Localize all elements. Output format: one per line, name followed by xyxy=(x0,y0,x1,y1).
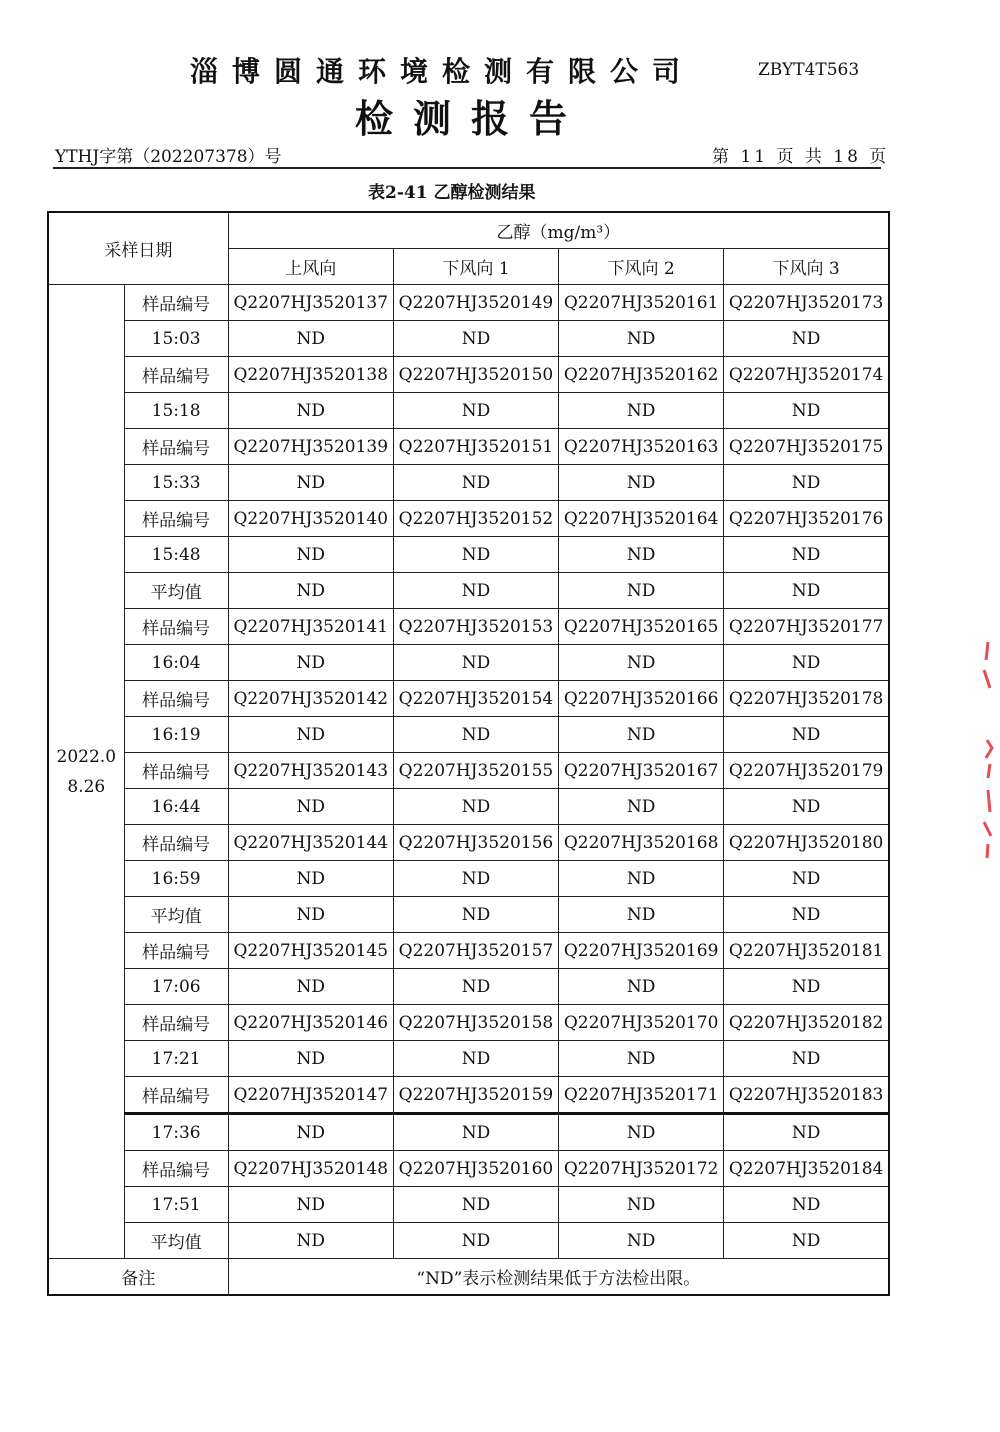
result-cell: Q2207HJ3520163 xyxy=(559,429,724,465)
result-cell: ND xyxy=(724,645,889,681)
row-label: 样品编号 xyxy=(124,681,228,717)
result-cell: ND xyxy=(559,573,724,609)
table-row xyxy=(48,861,889,897)
result-cell: ND xyxy=(724,789,889,825)
row-label: 样品编号 xyxy=(124,285,228,321)
row-label: 样品编号 xyxy=(124,1077,228,1114)
result-cell: ND xyxy=(559,789,724,825)
result-cell: ND xyxy=(228,1041,393,1077)
result-cell: ND xyxy=(228,789,393,825)
result-cell: Q2207HJ3520153 xyxy=(393,609,558,645)
sampling-date-cell xyxy=(48,285,124,1259)
table-row xyxy=(48,609,889,645)
result-cell: Q2207HJ3520167 xyxy=(559,753,724,789)
result-cell: Q2207HJ3520148 xyxy=(228,1151,393,1187)
result-cell: Q2207HJ3520144 xyxy=(228,825,393,861)
table-row xyxy=(48,933,889,969)
result-cell: Q2207HJ3520143 xyxy=(228,753,393,789)
company-name: 淄博圆通环境检测有限公司 xyxy=(190,55,695,88)
result-cell: ND xyxy=(393,465,558,501)
table-row xyxy=(48,753,889,789)
table-row xyxy=(48,573,889,609)
remark-label: 备注 xyxy=(48,1259,228,1296)
result-cell: ND xyxy=(724,861,889,897)
result-cell: Q2207HJ3520182 xyxy=(724,1005,889,1041)
column-header: 下风向 2 xyxy=(559,249,724,285)
row-label: 样品编号 xyxy=(124,1005,228,1041)
result-cell: ND xyxy=(228,717,393,753)
result-cell: ND xyxy=(228,321,393,357)
table-row xyxy=(48,645,889,681)
table-row xyxy=(48,1114,889,1151)
row-label: 17:51 xyxy=(124,1187,228,1223)
result-cell: Q2207HJ3520174 xyxy=(724,357,889,393)
result-cell: ND xyxy=(724,969,889,1005)
result-cell: ND xyxy=(559,465,724,501)
result-cell: ND xyxy=(228,645,393,681)
row-label: 样品编号 xyxy=(124,753,228,789)
result-cell: Q2207HJ3520151 xyxy=(393,429,558,465)
result-cell: Q2207HJ3520181 xyxy=(724,933,889,969)
result-cell: Q2207HJ3520178 xyxy=(724,681,889,717)
result-cell: Q2207HJ3520172 xyxy=(559,1151,724,1187)
result-cell: ND xyxy=(228,393,393,429)
result-cell: ND xyxy=(724,1187,889,1223)
table-row xyxy=(48,1223,889,1259)
result-cell: ND xyxy=(393,717,558,753)
result-cell: ND xyxy=(393,969,558,1005)
ethanol-results-table xyxy=(47,211,890,1296)
result-cell: Q2207HJ3520175 xyxy=(724,429,889,465)
result-cell: Q2207HJ3520164 xyxy=(559,501,724,537)
result-cell: ND xyxy=(724,321,889,357)
table-row xyxy=(48,501,889,537)
result-cell: ND xyxy=(724,717,889,753)
result-cell: Q2207HJ3520162 xyxy=(559,357,724,393)
result-cell: Q2207HJ3520154 xyxy=(393,681,558,717)
table-row xyxy=(48,825,889,861)
result-cell: Q2207HJ3520173 xyxy=(724,285,889,321)
document-code: ZBYT4T563 xyxy=(758,60,860,80)
result-cell: ND xyxy=(559,717,724,753)
result-cell: ND xyxy=(559,1041,724,1077)
result-cell: ND xyxy=(393,537,558,573)
result-cell: ND xyxy=(228,1187,393,1223)
result-cell: ND xyxy=(228,897,393,933)
sampling-date-line: 2022.0 xyxy=(56,746,117,767)
table-row xyxy=(48,1151,889,1187)
result-cell: ND xyxy=(559,969,724,1005)
table-row xyxy=(48,1005,889,1041)
remark-text: “ND”表示检测结果低于方法检出限。 xyxy=(228,1259,889,1296)
result-cell: ND xyxy=(393,1041,558,1077)
row-label: 样品编号 xyxy=(124,933,228,969)
table-row xyxy=(48,681,889,717)
row-label: 16:44 xyxy=(124,789,228,825)
row-label: 15:18 xyxy=(124,393,228,429)
table-row xyxy=(48,465,889,501)
result-cell: Q2207HJ3520159 xyxy=(393,1077,558,1114)
table-row xyxy=(48,717,889,753)
result-cell: ND xyxy=(228,861,393,897)
result-cell: Q2207HJ3520177 xyxy=(724,609,889,645)
row-label: 15:33 xyxy=(124,465,228,501)
table-row xyxy=(48,537,889,573)
result-cell: Q2207HJ3520165 xyxy=(559,609,724,645)
result-cell: ND xyxy=(724,897,889,933)
result-cell: Q2207HJ3520147 xyxy=(228,1077,393,1114)
result-cell: ND xyxy=(724,1114,889,1151)
result-cell: Q2207HJ3520179 xyxy=(724,753,889,789)
column-header: 上风向 xyxy=(228,249,393,285)
row-label: 样品编号 xyxy=(124,825,228,861)
result-cell: ND xyxy=(724,465,889,501)
row-label: 平均值 xyxy=(124,897,228,933)
row-label: 17:06 xyxy=(124,969,228,1005)
result-cell: ND xyxy=(559,897,724,933)
row-label: 17:21 xyxy=(124,1041,228,1077)
result-cell: ND xyxy=(724,1223,889,1259)
result-cell: ND xyxy=(559,393,724,429)
sampling-date-line: 8.26 xyxy=(67,776,106,797)
result-cell: ND xyxy=(559,1223,724,1259)
result-cell: Q2207HJ3520169 xyxy=(559,933,724,969)
result-cell: Q2207HJ3520146 xyxy=(228,1005,393,1041)
result-cell: Q2207HJ3520171 xyxy=(559,1077,724,1114)
result-cell: Q2207HJ3520161 xyxy=(559,285,724,321)
result-cell: Q2207HJ3520166 xyxy=(559,681,724,717)
result-cell: Q2207HJ3520149 xyxy=(393,285,558,321)
report-title: 检测报告 xyxy=(355,96,588,141)
result-cell: Q2207HJ3520160 xyxy=(393,1151,558,1187)
column-header: 下风向 3 xyxy=(724,249,889,285)
row-label: 15:03 xyxy=(124,321,228,357)
row-label: 样品编号 xyxy=(124,501,228,537)
sampling-date-header: 采样日期 xyxy=(48,212,228,285)
result-cell: ND xyxy=(393,1114,558,1151)
result-cell: ND xyxy=(228,969,393,1005)
result-cell: ND xyxy=(559,645,724,681)
result-cell: Q2207HJ3520137 xyxy=(228,285,393,321)
result-cell: ND xyxy=(724,573,889,609)
table-row xyxy=(48,789,889,825)
ethanol-unit-header: 乙醇（mg/m³） xyxy=(228,212,889,249)
row-label: 样品编号 xyxy=(124,609,228,645)
result-cell: Q2207HJ3520145 xyxy=(228,933,393,969)
result-cell: ND xyxy=(393,897,558,933)
result-cell: Q2207HJ3520152 xyxy=(393,501,558,537)
row-label: 样品编号 xyxy=(124,357,228,393)
report-number: YTHJ字第（202207378）号 xyxy=(55,147,282,167)
table-row xyxy=(48,321,889,357)
result-cell: Q2207HJ3520183 xyxy=(724,1077,889,1114)
result-cell: ND xyxy=(559,861,724,897)
result-cell: Q2207HJ3520141 xyxy=(228,609,393,645)
result-cell: ND xyxy=(228,1223,393,1259)
result-cell: Q2207HJ3520150 xyxy=(393,357,558,393)
row-label: 样品编号 xyxy=(124,429,228,465)
result-cell: ND xyxy=(393,1187,558,1223)
row-label: 16:04 xyxy=(124,645,228,681)
result-cell: Q2207HJ3520157 xyxy=(393,933,558,969)
result-cell: ND xyxy=(724,393,889,429)
red-seal-fragment xyxy=(978,640,996,860)
result-cell: ND xyxy=(393,573,558,609)
result-cell: Q2207HJ3520170 xyxy=(559,1005,724,1041)
page-number: 第 11 页 共 18 页 xyxy=(712,147,890,167)
table-row xyxy=(48,897,889,933)
table-row xyxy=(48,393,889,429)
table-row xyxy=(48,357,889,393)
header-divider xyxy=(53,167,881,169)
result-cell: Q2207HJ3520184 xyxy=(724,1151,889,1187)
result-cell: Q2207HJ3520168 xyxy=(559,825,724,861)
result-cell: Q2207HJ3520140 xyxy=(228,501,393,537)
result-cell: ND xyxy=(393,789,558,825)
row-label: 16:59 xyxy=(124,861,228,897)
table-row xyxy=(48,969,889,1005)
row-label: 15:48 xyxy=(124,537,228,573)
result-cell: ND xyxy=(724,1041,889,1077)
result-cell: Q2207HJ3520138 xyxy=(228,357,393,393)
result-cell: Q2207HJ3520139 xyxy=(228,429,393,465)
column-header: 下风向 1 xyxy=(393,249,558,285)
result-cell: ND xyxy=(393,861,558,897)
result-cell: ND xyxy=(559,321,724,357)
result-cell: Q2207HJ3520176 xyxy=(724,501,889,537)
table-body xyxy=(48,285,889,1259)
result-cell: Q2207HJ3520142 xyxy=(228,681,393,717)
result-cell: Q2207HJ3520158 xyxy=(393,1005,558,1041)
result-cell: ND xyxy=(393,393,558,429)
result-cell: ND xyxy=(724,537,889,573)
table-row xyxy=(48,1187,889,1223)
table-row xyxy=(48,1077,889,1114)
result-cell: ND xyxy=(393,321,558,357)
result-cell: Q2207HJ3520155 xyxy=(393,753,558,789)
result-cell: ND xyxy=(228,1114,393,1151)
result-cell: ND xyxy=(228,537,393,573)
row-label: 17:36 xyxy=(124,1114,228,1151)
table-row xyxy=(48,429,889,465)
result-cell: Q2207HJ3520156 xyxy=(393,825,558,861)
result-cell: Q2207HJ3520180 xyxy=(724,825,889,861)
result-cell: ND xyxy=(559,1114,724,1151)
row-label: 平均值 xyxy=(124,1223,228,1259)
result-cell: ND xyxy=(393,1223,558,1259)
result-cell: ND xyxy=(228,465,393,501)
row-label: 16:19 xyxy=(124,717,228,753)
table-caption: 表2-41 乙醇检测结果 xyxy=(368,183,536,203)
result-cell: ND xyxy=(559,1187,724,1223)
table-row xyxy=(48,1041,889,1077)
result-cell: ND xyxy=(228,573,393,609)
result-cell: ND xyxy=(393,645,558,681)
result-cell: ND xyxy=(559,537,724,573)
row-label: 平均值 xyxy=(124,573,228,609)
row-label: 样品编号 xyxy=(124,1151,228,1187)
table-row xyxy=(48,285,889,321)
